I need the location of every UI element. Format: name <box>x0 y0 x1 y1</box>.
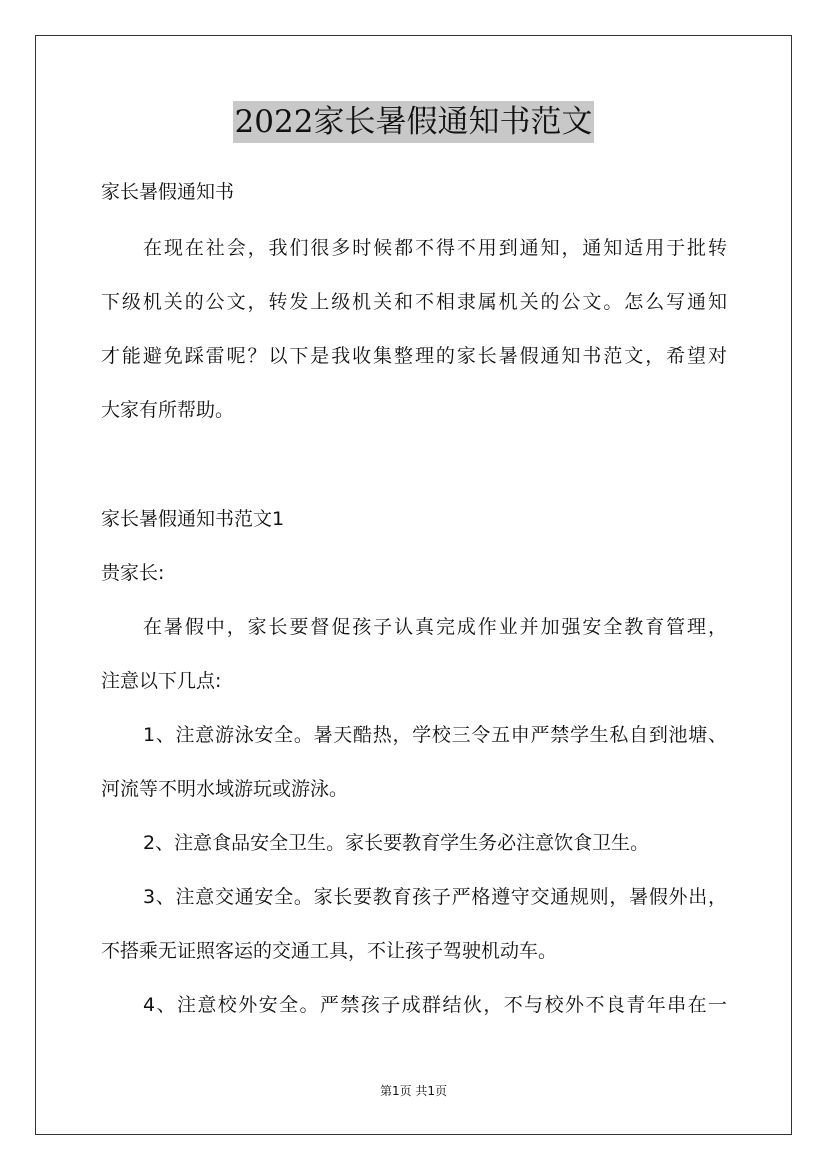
list-item-line: 不搭乘无证照客运的交通工具，不让孩子驾驶机动车。 <box>101 940 558 962</box>
list-item-line: 4、注意校外安全。严禁孩子成群结伙，不与校外不良青年串在一 <box>143 994 727 1016</box>
list-item-line: 3、注意交通安全。家长要教育孩子严格遵守交通规则，暑假外出， <box>143 886 727 908</box>
page-footer: 第1页 共1页 <box>379 1084 448 1098</box>
list-item-line: 河流等不明水域游玩或游泳。 <box>101 778 349 800</box>
paragraph-line: 才能避免踩雷呢？以下是我收集整理的家长暑假通知书范文，希望对 <box>101 345 727 367</box>
paragraph-line: 下级机关的公文，转发上级机关和不相隶属机关的公文。怎么写通知 <box>101 291 727 313</box>
title-container <box>0 101 827 143</box>
paragraph-line: 在暑假中，家长要督促孩子认真完成作业并加强安全教育管理， <box>143 616 727 638</box>
section-heading: 家长暑假通知书 <box>101 181 235 203</box>
paragraph-line: 在现在社会，我们很多时候都不得不用到通知，通知适用于批转 <box>143 237 727 259</box>
section-heading: 家长暑假通知书范文1 <box>101 508 285 530</box>
list-item-line: 2、注意食品安全卫生。家长要教育学生务必注意饮食卫生。 <box>143 832 650 854</box>
list-item-line: 1、注意游泳安全。暑天酷热，学校三令五申严禁学生私自到池塘、 <box>143 724 727 746</box>
paragraph-line: 注意以下几点: <box>101 670 222 692</box>
document-title: 2022家长暑假通知书范文 <box>233 101 595 143</box>
paragraph-line: 大家有所帮助。 <box>101 399 235 421</box>
salutation: 贵家长: <box>101 562 165 584</box>
